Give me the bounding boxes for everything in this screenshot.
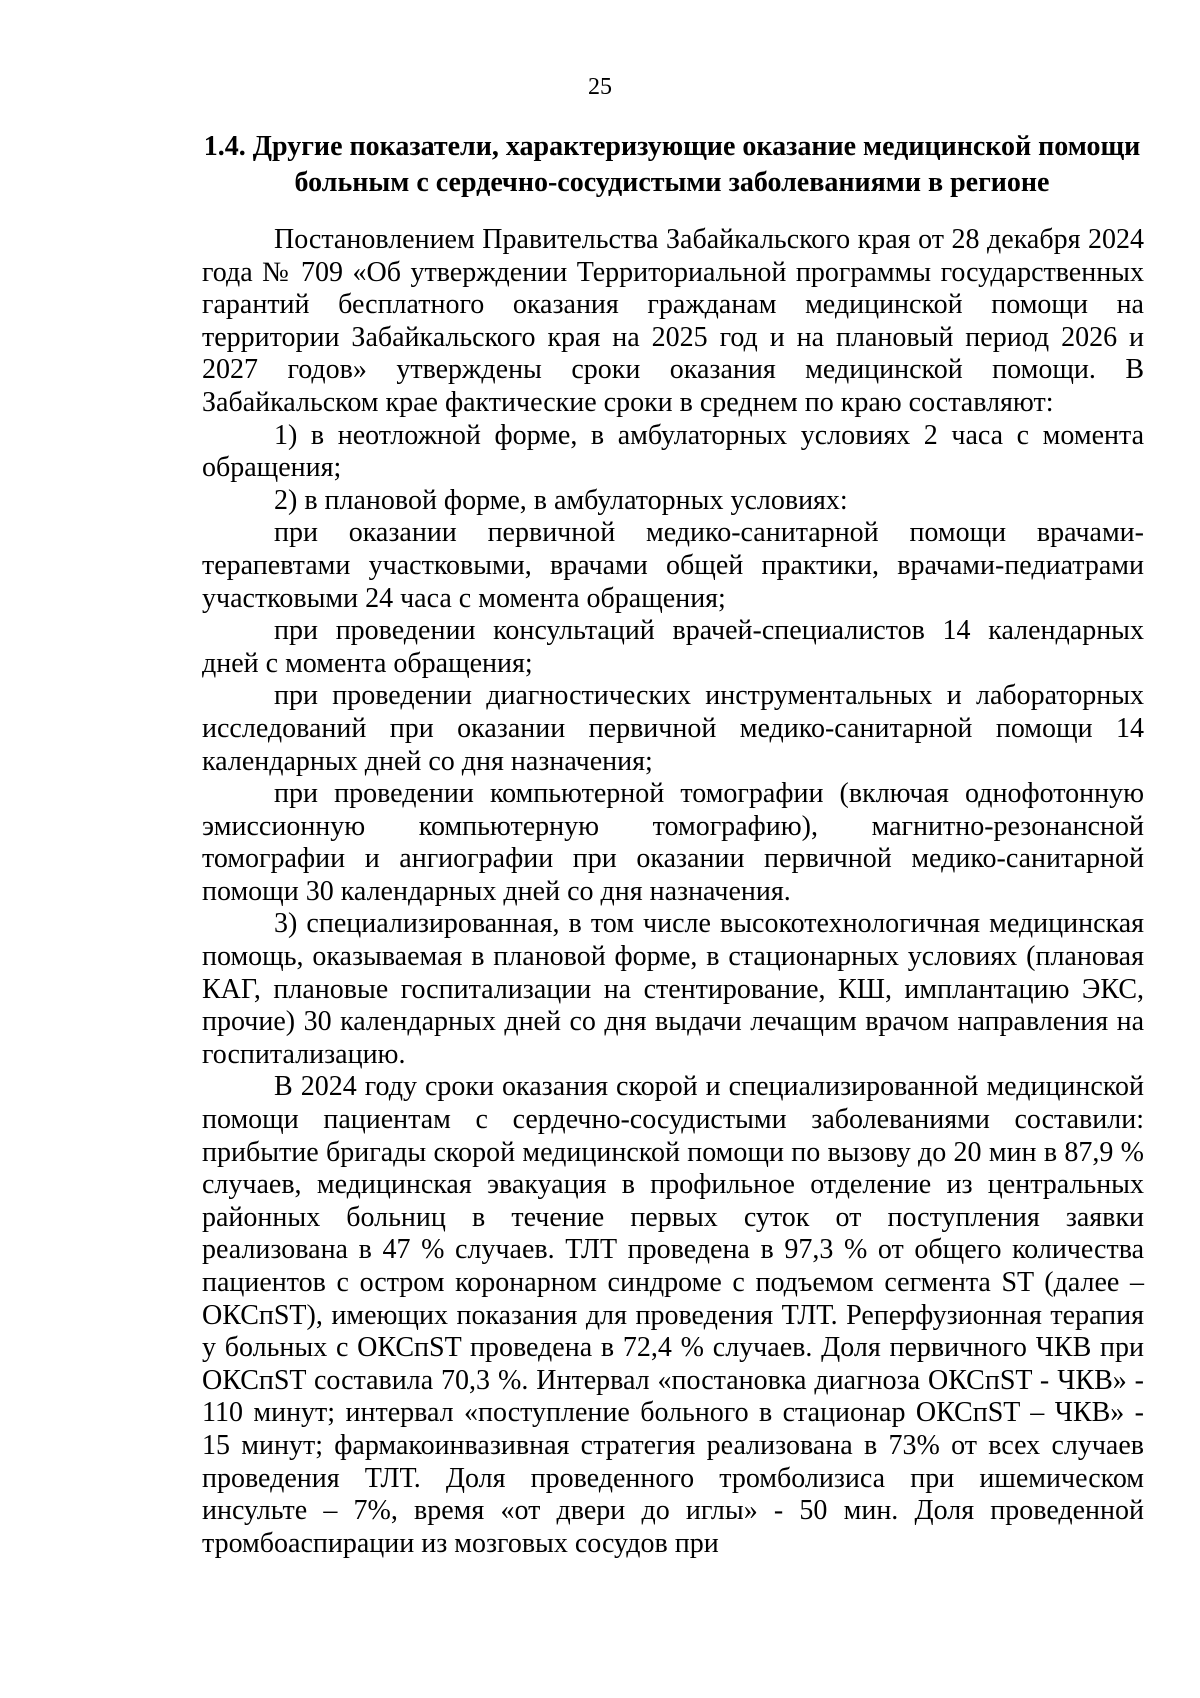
paragraph-decree: Постановлением Правительства Забайкальского края от 28 декабря 2024 года № 709 «Об утверждении Территориальной программы государственных гарантий бесплатного оказания гражданам медицинской помощи на территории Забайкальского края на 2025 год и на плановый период 2026 и 2027 годов» утверждены сроки оказания медицинской помощи. В Забайкальском крае фактические сроки в среднем по краю составляют:: [202, 224, 1144, 418]
paragraph-2024-results: В 2024 году сроки оказания скорой и специализированной медицинской помощи пациентам с сердечно-сосудистыми заболеваниями составили: прибытие бригады скорой медицинской помощи по вызову до 20 мин в 87,9 % случаев, медицинская эвакуация в профильное отделение из центральных районных больниц в течение первых суток от поступления заявки реализована в 47 % случаев. ТЛТ проведена в 97,3 % от общего количества пациентов с остром коронарном синдроме с подъемом сегмента ST (далее – ОКСпST), имеющих показания для проведения ТЛТ. Реперфузионная терапия у больных с ОКСпST проведена в 72,4 % случаев. Доля первичного ЧКВ при ОКСпST составила 70,3 %. Интервал «постановка диагноза ОКСпST - ЧКВ» - 110 минут; интервал «поступление больного в стационар ОКСпST – ЧКВ» - 15 минут; фармакоинвазивная стратегия реализована в 73% от всех случаев проведения ТЛТ. Доля проведенного тромболизиса при ишемическом инсульте – 7%, время «от двери до иглы» - 50 мин. Доля проведенной тромбоаспирации из мозговых сосудов при: [202, 1071, 1144, 1559]
body-text: [202, 224, 1144, 1560]
page-number: 25: [588, 74, 612, 100]
paragraph-tomography: при проведении компьютерной томографии (включая однофотонную эмиссионную компьютерную томографию), магнитно-резонансной томографии и ангиографии при оказании первичной медико-санитарной помощи 30 календарных дней со дня назначения.: [202, 778, 1144, 907]
paragraph-diagnostics: при проведении диагностических инструментальных и лабораторных исследований при оказании первичной медико-санитарной помощи 14 календарных дней со дня назначения;: [202, 680, 1144, 777]
paragraph-specialist-consultations: при проведении консультаций врачей-специалистов 14 календарных дней с момента обращения;: [202, 615, 1144, 679]
paragraph-primary-care: при оказании первичной медико-санитарной помощи врачами-терапевтами участковыми, врачами общей практики, врачами-педиатрами участковыми 24 часа с момента обращения;: [202, 517, 1144, 614]
paragraph-urgent-care: 1) в неотложной форме, в амбулаторных условиях 2 часа с момента обращения;: [202, 419, 1144, 484]
paragraph-specialized-care: 3) специализированная, в том числе высокотехнологичная медицинская помощь, оказываемая в плановой форме, в стационарных условиях (плановая КАГ, плановые госпитализации на стентирование, КШ, имплантацию ЭКС, прочие) 30 календарных дней со дня выдачи лечащим врачом направления на госпитализацию.: [202, 908, 1144, 1070]
paragraph-planned-care: 2) в плановой форме, в амбулаторных условиях:: [274, 484, 848, 516]
section-title: 1.4. Другие показатели, характеризующие оказание медицинской помощи больным с сердечно-сосудистыми заболеваниями в регионе: [203, 131, 1141, 198]
